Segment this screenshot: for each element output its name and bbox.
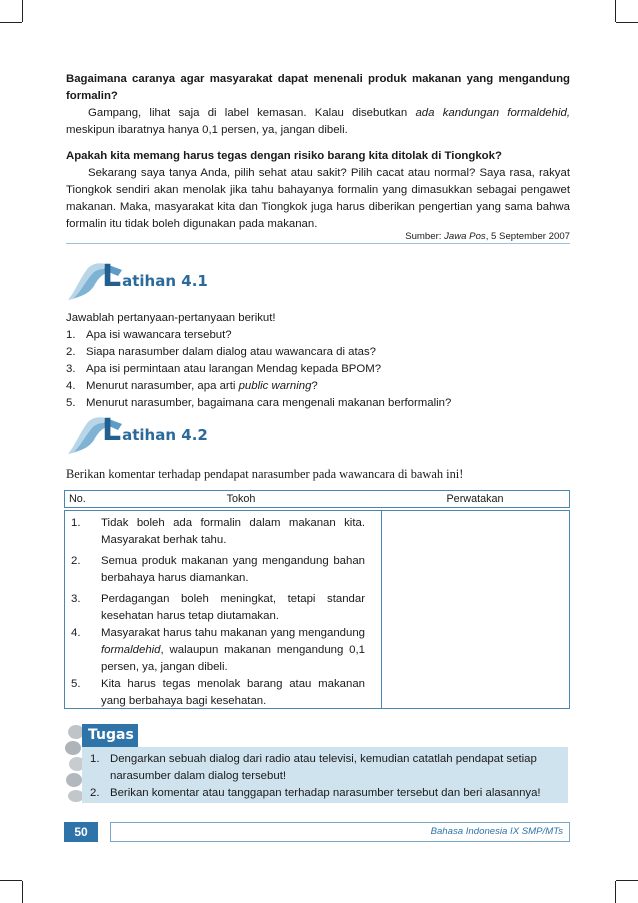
crop-mark-bottom-left-v (22, 881, 23, 903)
column-header-perwatakan: Perwatakan (446, 493, 504, 505)
column-header-no: No. (69, 493, 86, 505)
column-header-tokoh: Tokoh (226, 493, 256, 505)
latihan-title-1: Latihan 4.1 (102, 259, 208, 294)
crop-mark-top-right-h (616, 22, 638, 23)
crop-mark-top-right-v (615, 0, 616, 22)
table-row: 3. Perdagangan boleh meningkat, tetapi standar kesehatan harus tetap diutamakan. (71, 593, 365, 622)
crop-mark-top-left-h (0, 22, 22, 23)
latihan-heading-1 (66, 260, 266, 310)
latihan-2-intro: Berikan komentar terhadap pendapat narasumber pada wawancara di bawah ini! (66, 467, 464, 481)
footer-bar (110, 822, 570, 842)
list-item: 1. Dengarkan sebuah dialog dari radio atau televisi, kemudian catatlah pendapat setiap narasumber dalam dialog tersebut! (90, 753, 537, 782)
table-column-divider (381, 511, 382, 708)
crop-mark-bottom-right-h (616, 880, 638, 881)
list-item: 3. Apa isi permintaan atau larangan Mendag kepada BPOM? (66, 363, 382, 375)
table-body (64, 510, 570, 709)
crop-mark-top-left-v (22, 0, 23, 22)
latihan-heading-2 (66, 414, 266, 464)
list-item: 2. Berikan komentar atau tanggapan terhadap narasumber tersebut dan beri alasannya! (90, 787, 541, 799)
interview-question-2: Apakah kita memang harus tegas dengan risiko barang kita ditolak di Tiongkok? (66, 150, 502, 162)
section-divider (66, 243, 570, 244)
table-row: 2. Semua produk makanan yang mengandung bahan berbahaya harus diamankan. (71, 555, 365, 584)
page-number: 50 (64, 822, 98, 842)
book-title: Bahasa Indonesia IX SMP/MTs (430, 826, 563, 837)
list-item: 5. Menurut narasumber, bagaimana cara mengenali makanan berformalin? (66, 397, 452, 409)
table-row: 1. Tidak boleh ada formalin dalam makanan kita. Masyarakat berhak tahu. (71, 517, 365, 546)
tugas-list (90, 751, 562, 802)
tugas-label: Tugas (82, 724, 138, 747)
list-item: 2. Siapa narasumber dalam dialog atau wawancara di atas? (66, 346, 377, 358)
list-item: 1. Apa isi wawancara tersebut? (66, 329, 232, 341)
latihan-title-2: Latihan 4.2 (102, 413, 208, 448)
interview-question-1: Bagaimana caranya agar masyarakat dapat menenali produk makanan yang mengandung formalin? (66, 73, 570, 102)
interview-answer-2: Sekarang saya tanya Anda, pilih sehat atau sakit? Pilih cacat atau normal? Saya rasa, rakyat Tiongkok sendiri akan menolak jika tahu bahayanya formalin yang dimasukkan sebagai pengawet makanan. Maka, masyarakat kita dan Tiongkok juga harus diberikan pengertian yang sama bahwa formalin itu tidak boleh digunakan pada makanan. (66, 167, 570, 230)
latihan-1-questions (66, 310, 570, 412)
latihan-1-intro: Jawablah pertanyaan-pertanyaan berikut! (66, 312, 276, 324)
table-row: 5. Kita harus tegas menolak barang atau makanan yang berbahaya bagi kesehatan. (71, 678, 365, 707)
interview-answer-1: Gampang, lihat saja di label kemasan. Kalau disebutkan ada kandungan formaldehid, meskipun ibaratnya hanya 0,1 persen, ya, jangan dibeli. (66, 107, 570, 136)
table-header (64, 490, 570, 508)
source-citation: Sumber: Jawa Pos, 5 September 2007 (405, 231, 570, 242)
list-item: 4. Menurut narasumber, apa arti public warning? (66, 380, 318, 392)
emphasis-text: ada kandungan formaldehid, (415, 107, 570, 119)
crop-mark-bottom-left-h (0, 880, 22, 881)
table-row: 4. Masyarakat harus tahu makanan yang mengandung formaldehid, walaupun makanan mengandung 0,1 persen, ya, jangan dibeli. (71, 627, 365, 673)
crop-mark-bottom-right-v (615, 881, 616, 903)
